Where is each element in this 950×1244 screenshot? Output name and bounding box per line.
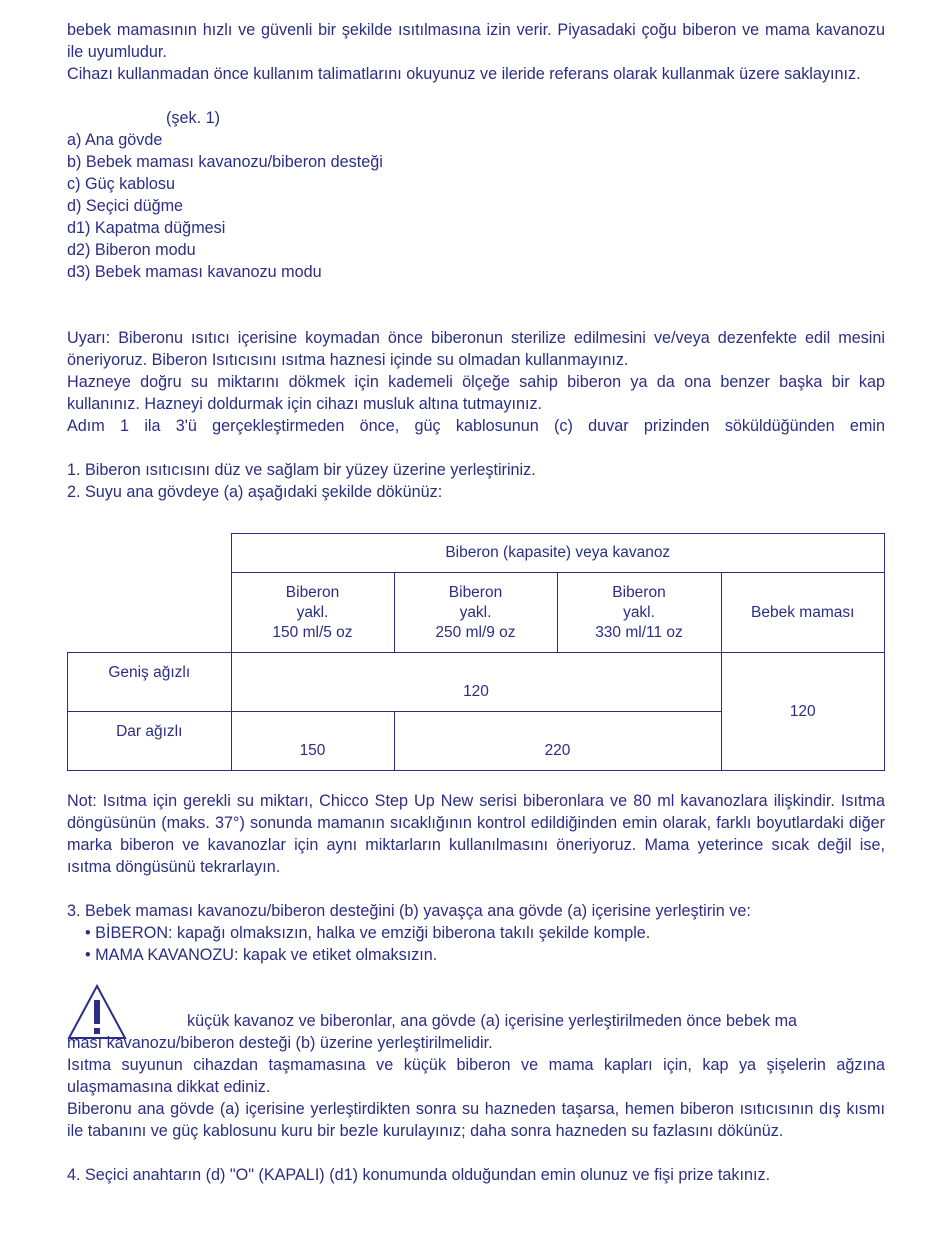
table-col-bottle-150: Biberon yakl. 150 ml/5 oz bbox=[231, 573, 394, 653]
water-quantity-table bbox=[67, 533, 885, 771]
part-item: c) Güç kablosu bbox=[67, 175, 175, 193]
parts-list bbox=[67, 129, 885, 283]
table-cell-narrow-150: 150 bbox=[231, 712, 394, 771]
table-cell-wide-value: 120 bbox=[231, 653, 721, 712]
table-cell-food-value: 120 bbox=[721, 653, 885, 771]
part-item: a) Ana gövde bbox=[67, 131, 163, 149]
warning-paragraph-1: Uyarı: Biberonu ısıtıcı içerisine koymadan önce biberonun sterilize edilmesini ve/veya dezenfekte edil mesini öneriyoruz. Biberon Isıtıcısını ısıtma haznesi içinde su olmadan kullanmayınız. bbox=[67, 329, 885, 369]
step-3: 3. Bebek maması kavanozu/biberon desteğini (b) yavaşça ana gövde (a) içerisine yerleştirin ve: bbox=[67, 902, 751, 920]
caution-paragraph-3: Biberonu ana gövde (a) içerisine yerleştirdikten sonra su hazneden taşarsa, hemen biberon ısıtıcısının dış kısmı ile tabanını ve güç kablosunu kuru bir bezle kurulayınız; daha sonra hazneden su fazlasını dökünüz. bbox=[67, 1100, 885, 1140]
intro-paragraph-2: Cihazı kullanmadan önce kullanım talimatlarını okuyunuz ve ileride referans olarak kullanmak üzere saklayınız. bbox=[67, 65, 861, 83]
caution-paragraph-1b: ması kavanozu/biberon desteği (b) üzerine yerleştirilmelidir. bbox=[67, 1034, 493, 1052]
table-row-label-wide: Geniş ağızlı bbox=[68, 653, 232, 712]
warning-paragraph-3: Adım 1 ila 3'ü gerçekleştirmeden önce, güç kablosunun (c) duvar prizinden söküldüğünden emin bbox=[67, 417, 885, 435]
document-page bbox=[67, 19, 885, 1184]
table-row-label-narrow: Dar ağızlı bbox=[68, 712, 232, 771]
part-item: d2) Biberon modu bbox=[67, 241, 196, 259]
part-item: d1) Kapatma düğmesi bbox=[67, 219, 226, 237]
table-col-bottle-330: Biberon yakl. 330 ml/11 oz bbox=[557, 573, 721, 653]
warning-triangle-icon bbox=[67, 984, 127, 1040]
after-table-section bbox=[67, 790, 885, 1186]
part-item: b) Bebek maması kavanozu/biberon desteği bbox=[67, 153, 383, 171]
caution-paragraph-1: küçük kavanoz ve biberonlar, ana gövde (a) içerisine yerleştirilmeden önce bebek ma bbox=[187, 1012, 798, 1030]
note-paragraph: Not: Isıtma için gerekli su miktarı, Chicco Step Up New serisi biberonlara ve 80 ml kavanozlara ilişkindir. Isıtma döngüsünün (maks. 37°) sonunda mamanın sıcaklığının kontrol edildiğinden emin olarak, farklı boyutlardaki diğer marka biberon ve kavanozlar için aynı miktarların kullanılmasını öneriyoruz. Mama yeterince sıcak değil ise, ısıtma döngüsünü tekrarlayın. bbox=[67, 792, 885, 876]
part-item: d3) Bebek maması kavanozu modu bbox=[67, 263, 322, 281]
table-header: Biberon (kapasite) veya kavanoz bbox=[231, 534, 885, 573]
table-col-bottle-250: Biberon yakl. 250 ml/9 oz bbox=[394, 573, 557, 653]
step-3-bullet-bottle: • BİBERON: kapağı olmaksızın, halka ve emziği biberona takılı şekilde komple. bbox=[85, 924, 651, 942]
figure-reference: (şek. 1) bbox=[166, 109, 220, 127]
step-3-bullet-jar: • MAMA KAVANOZU: kapak ve etiket olmaksızın. bbox=[85, 946, 438, 964]
part-item: d) Seçici düğme bbox=[67, 197, 184, 215]
caution-paragraph-2: Isıtma suyunun cihazdan taşmamasına ve küçük biberon ve mama kapları için, kap ya şişelerin ağzına ulaşmamasına dikkat ediniz. bbox=[67, 1056, 885, 1096]
table-cell-narrow-220: 220 bbox=[394, 712, 721, 771]
caution-block bbox=[67, 1010, 885, 1142]
step-4: 4. Seçici anahtarın (d) "O" (KAPALI) (d1) konumunda olduğundan emin olunuz ve fişi prize takınız. bbox=[67, 1166, 771, 1184]
step-1: 1. Biberon ısıtıcısını düz ve sağlam bir yüzey üzerine yerleştiriniz. bbox=[67, 461, 536, 479]
warning-paragraph-2: Hazneye doğru su miktarını dökmek için kademeli ölçeğe sahip biberon ya da ona benzer başka bir kap kullanınız. Hazneyi doldurmak için cihazı musluk altına tutmayınız. bbox=[67, 373, 885, 413]
step-2: 2. Suyu ana gövdeye (a) aşağıdaki şekilde dökünüz: bbox=[67, 483, 443, 501]
table-col-baby-food: Bebek maması bbox=[721, 573, 885, 653]
intro-paragraph-1: bebek mamasının hızlı ve güvenli bir şekilde ısıtılmasına izin verir. Piyasadaki çoğu biberon ve mama kavanozu ile uyumludur. bbox=[67, 21, 885, 61]
